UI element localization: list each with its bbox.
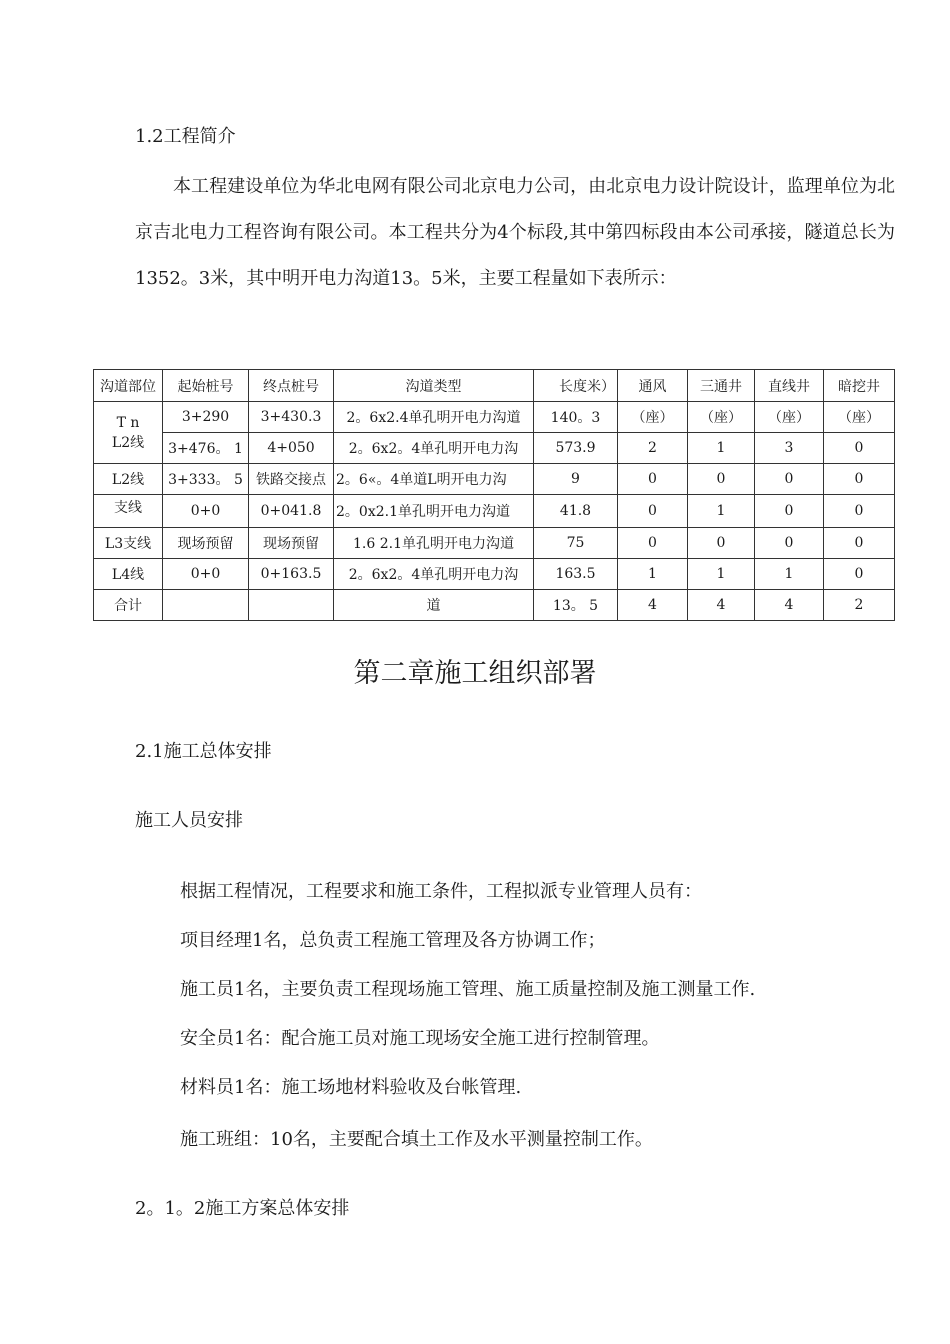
table-cell: 1.6 2.1单孔明开电力沟道 — [334, 528, 534, 559]
table-cell — [163, 590, 249, 621]
table-cell: 合计 — [94, 590, 163, 621]
staffing-line-safety: 安全员1名：配合施工员对施工现场安全施工进行控制管理。 — [180, 1028, 660, 1049]
table-cell: 0 — [755, 464, 824, 495]
table-row — [94, 433, 895, 464]
table-cell — [249, 590, 334, 621]
table-cell: 道 — [334, 590, 534, 621]
table-cell: 3+333。 5 — [163, 464, 249, 495]
table-cell: L4线 — [94, 559, 163, 590]
table-cell: 0 — [688, 528, 755, 559]
section-heading-2-1: 2.1施工总体安排 — [135, 741, 272, 762]
table-cell: 0 — [688, 464, 755, 495]
table-total-row — [94, 590, 895, 621]
staffing-line-materials: 材料员1名：施工场地材料验收及台帐管理. — [180, 1077, 522, 1098]
table-cell: L2线 — [94, 464, 163, 495]
table-cell-text: T n — [116, 414, 140, 431]
staffing-line-crew: 施工班组：10名，主要配合填土工作及水平测量控制工作。 — [180, 1129, 653, 1150]
header-cell: 三通井 — [688, 370, 755, 402]
table-row — [94, 402, 895, 433]
table-row — [94, 559, 895, 590]
table-cell: 2 — [618, 433, 688, 464]
table-cell: 支线 — [94, 495, 163, 528]
table-cell: 3 — [755, 433, 824, 464]
table-cell: 3+476。 1 — [163, 433, 249, 464]
intro-paragraph: 本工程建设单位为华北电网有限公司北京电力公司，由北京电力设计院设计，监理单位为北京吉北电力工程咨询有限公司。本工程共分为4个标段,其中第四标段由本公司承接，隧道总长为1352。3米，其中明开电力沟道13。5米，主要工程量如下表所示： — [135, 176, 895, 289]
table-cell: （座） — [755, 402, 824, 433]
table-cell: 4 — [755, 590, 824, 621]
table-cell: L3支线 — [94, 528, 163, 559]
quantities-table — [93, 369, 895, 621]
table-cell: 铁路交接点 — [249, 464, 334, 495]
table-cell: 3+430.3 — [249, 402, 334, 433]
table-cell: 0+041.8 — [249, 495, 334, 528]
table-cell: 9 — [534, 464, 618, 495]
table-row — [94, 464, 895, 495]
table-cell: 4+050 — [249, 433, 334, 464]
table-cell: 75 — [534, 528, 618, 559]
table-cell: （座） — [824, 402, 895, 433]
section-heading-1-2: 1.2工程简介 — [135, 126, 236, 147]
table-cell: 2 — [824, 590, 895, 621]
table-cell: 现场预留 — [163, 528, 249, 559]
table-cell: 0+0 — [163, 495, 249, 528]
table-cell: 1 — [618, 559, 688, 590]
header-cell: 暗挖井 — [824, 370, 895, 402]
table-cell: 0 — [618, 495, 688, 528]
table-cell: 0 — [824, 559, 895, 590]
header-cell: 沟道部位 — [94, 370, 163, 402]
table-cell: （座） — [688, 402, 755, 433]
table-cell: 4 — [688, 590, 755, 621]
table-cell: 1 — [688, 495, 755, 528]
table-cell: 2。6x2。4单孔明开电力沟 — [334, 559, 534, 590]
table-cell: 0 — [824, 528, 895, 559]
table-row — [94, 528, 895, 559]
table-cell: 0 — [618, 464, 688, 495]
table-cell: 4 — [618, 590, 688, 621]
header-cell: 终点桩号 — [249, 370, 334, 402]
table-cell: 0 — [824, 464, 895, 495]
table-cell: 0+163.5 — [249, 559, 334, 590]
section-heading-2-1-2: 2。1。2施工方案总体安排 — [135, 1198, 350, 1219]
table-row — [94, 495, 895, 528]
table-cell: 1 — [755, 559, 824, 590]
header-cell: 沟道类型 — [334, 370, 534, 402]
table-cell: 163.5 — [534, 559, 618, 590]
table-cell: 0 — [618, 528, 688, 559]
table-cell: 140。3 — [534, 402, 618, 433]
staffing-intro: 根据工程情况，工程要求和施工条件，工程拟派专业管理人员有： — [180, 881, 702, 902]
chapter-title: 第二章施工组织部署 — [353, 658, 597, 689]
table-cell: 1 — [688, 559, 755, 590]
table-cell: 41.8 — [534, 495, 618, 528]
table-cell: 1 — [688, 433, 755, 464]
table-cell: 2。0x2.1单孔明开电力沟道 — [334, 495, 534, 528]
table-cell: 0 — [755, 495, 824, 528]
table-cell-text: L2线 — [111, 434, 145, 451]
table-cell — [94, 402, 163, 464]
header-cell: 长度米） — [534, 370, 618, 402]
table-cell: 2。6x2.4单孔明开电力沟道 — [334, 402, 534, 433]
table-cell: 13。 5 — [534, 590, 618, 621]
header-cell: 起始桩号 — [163, 370, 249, 402]
table-cell: 0 — [824, 433, 895, 464]
header-cell: 通风 — [618, 370, 688, 402]
table-cell: 573.9 — [534, 433, 618, 464]
table-cell: 0 — [824, 495, 895, 528]
staffing-line-constructor: 施工员1名，主要负责工程现场施工管理、施工质量控制及施工测量工作. — [180, 979, 756, 1000]
table-cell: 0 — [755, 528, 824, 559]
table-cell: 2。6x2。4单孔明开电力沟 — [334, 433, 534, 464]
staffing-line-manager: 项目经理1名，总负责工程施工管理及各方协调工作； — [180, 930, 606, 951]
header-cell: 直线井 — [755, 370, 824, 402]
subsection-heading-staffing: 施工人员安排 — [135, 810, 243, 831]
table-cell: 现场预留 — [249, 528, 334, 559]
table-cell: 2。6«。4单道L明开电力沟 — [334, 464, 534, 495]
table-cell: 3+290 — [163, 402, 249, 433]
table-header-row — [94, 370, 895, 402]
table-cell: 0+0 — [163, 559, 249, 590]
table-cell: （座） — [618, 402, 688, 433]
